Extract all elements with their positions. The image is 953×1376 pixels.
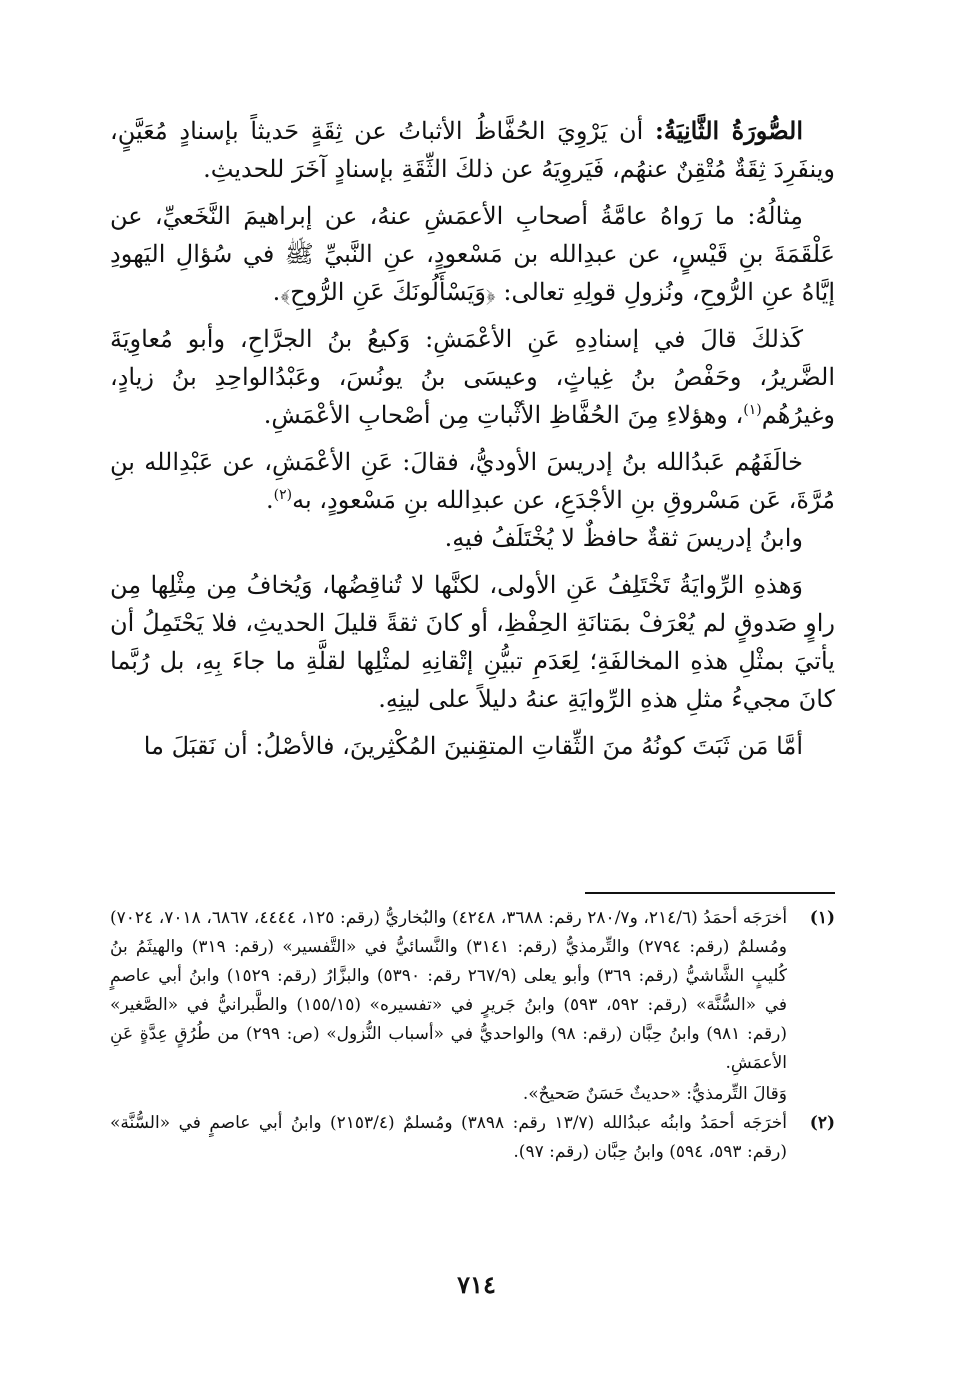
main-text <box>110 112 835 774</box>
footnote-separator <box>585 892 835 894</box>
paragraph-ibn-idris: وابنُ إدريسَ ثقةٌ حافظٌ لا يُخْتَلَفُ فيهِ. <box>444 524 803 552</box>
paragraph-discussion: وَهذهِ الرِّوايَةُ تَخْتَلِفُ عَنِ الأولى، لكنَّها لا تُناقِضُها، وَيُخافُ مِن مِثْلِها مِن راوٍ صَدوقٍ لم يُعْرَفْ بمَتانَةِ الحِفْظِ، أو كانَ ثقةً قليلَ الحديثِ، فلا يَحْتَمِلُ أن يأتيَ بمثْلِ هذهِ المخالفَةِ؛ لِعَدَمِ تبيُّنِ إتْقانِهِ لمثْلِها لقلَّةِ ما جاءَ بِهِ، بل رُبَّما كانَ مجيءُ مثلِ هذهِ الرِّوايَةِ عنهُ دليلاً على لينِهِ. <box>110 571 835 713</box>
footnote-text: أخرَجَه أحمَدُ وابنُه عبدُالله (١٣/٧ رقم: ٣٨٩٨) ومُسلمٌ (٢١٥٣/٤) وابنُ أبي عاصمٍ في «السُّنَّة» (رقم: ٥٩٣، ٥٩٤) وابنُ حِبَّان (رقم: ٩٧). <box>110 1113 788 1162</box>
page-number: ٧١٤ <box>457 1270 496 1299</box>
footnote-number: (١) <box>809 908 835 928</box>
paragraph-opposing-narration <box>110 443 835 519</box>
paragraph-text: ، وهؤلاءِ مِنَ الحُفَّاظِ الأثْباتِ مِن أصْحابِ الأعْمَشِ. <box>263 401 744 429</box>
paragraph-continuation: أمَّا مَن ثَبَتَ كونُهُ منَ الثِّقاتِ المتقِنينَ المُكْثِرينَ، فالأصْلُ: أن نَقبَلَ ما <box>143 732 803 760</box>
footnote-1 <box>110 904 835 1078</box>
footnotes <box>110 904 835 1169</box>
footnote-1-tirmidhi-remark: وَقالَ التِّرمذيُّ: «حديثٌ حَسَنٌ صَحيحٌ». <box>522 1084 787 1104</box>
paragraph-second-form <box>110 112 835 188</box>
section-heading: الصُّورَةُ الثَّانِيَةُ: <box>655 116 803 145</box>
paragraph-text: كَذلكَ قالَ في إسنادِهِ عَنِ الأعْمَشِ: وَكيعُ بنُ الجرَّاحِ، وأبو مُعاوِيَةَ الضَّريرُ، وحَفْصُ بنُ غِياثٍ، وعيسَى بنُ يونُسَ، وعَبْدُالواحِدِ بنُ زيادٍ، وغيرُهُم <box>110 325 835 429</box>
footnote-ref-2[interactable]: (٢) <box>273 487 293 503</box>
footnote-2 <box>110 1109 835 1167</box>
paragraph-text: . <box>265 486 274 514</box>
footnote-number: (٢) <box>809 1113 835 1133</box>
paragraph-narrators <box>110 320 835 434</box>
footnote-text: أخرَجَه أحمَدُ (٢١٤/٦، و٢٨٠/٧ رقم: ٣٦٨٨، ٤٢٤٨) والبُخاريُّ (رقم: ١٢٥، ٤٤٤٤، ٦٨٦٧، ٧٠١٨، ٧٠٢٤) ومُسلمٌ (رقم: ٢٧٩٤) والتِّرمذيُّ (رقم: ٣١٤١) والنَّسائيُّ في «التَّفسير» (رقم: ٣١٩) والهيثَمُ بنُ كُليبٍ الشَّاشيُّ (رقم: ٣٦٩) وأبو يعلى (٢٦٧/٩ رقم: ٥٣٩٠) والبزَّارُ (رقم: ١٥٢٩) وابنُ أبي عاصمٍ في «السُّنَّة» (رقم: ٥٩٢، ٥٩٣) وابنُ جَريرٍ في «تفسيره» (١٥٥/١٥) والطَّبرانيُّ في «الصَّغير» (رقم: ٩٨١) وابنُ حِبَّان (رقم: ٩٨) والواحديُّ في «أسباب النُّزول» (ص: ٢٩٩) من طُرُقٍ عِدَّةٍ عَنِ الأعمَشِ. <box>110 908 788 1073</box>
footnote-ref-1[interactable]: (١) <box>743 402 762 418</box>
paragraph-example: مِثالُهُ: ما رَواهُ عامَّةُ أصحابِ الأعمَشِ عنهُ، عن إبراهيمَ النَّخَعيِّ، عن عَلْقَمَةَ بنِ قَيْسٍ، عن عبدِالله بن مَسْعودٍ، عنِ النَّبيِّ ﷺ في سُؤالِ اليَهودِ إيَّاهُ عنِ الرُّوحِ، ونُزولِ قولِهِ تعالى: ﴿وَيَسْأَلُونَكَ عَنِ الرُّوحِ﴾. <box>110 202 835 306</box>
paragraph-text: خالَفَهُم عَبدُالله بنُ إدريسَ الأوديُّ، فقالَ: عَنِ الأعْمَشِ، عن عَبْدِالله بنِ مُرَّةَ، عَن مَسْروقِ بنِ الأجْدَعِ، عن عبدِالله بنِ مَسْعودٍ، به <box>110 448 835 514</box>
paragraph-text: أن يَرْوِيَ الحُفَّاظُ الأثباتُ عن ثِقَةٍ حَديثاً بإسنادٍ مُعَيَّنٍ، وينفَرِدَ ثِقَةٌ مُتْقِنٌ عنهُم، فَيَروِيَهُ عن ذلكَ الثِّقَةِ بإسنادٍ آخَرَ للحديثِ. <box>110 117 835 183</box>
